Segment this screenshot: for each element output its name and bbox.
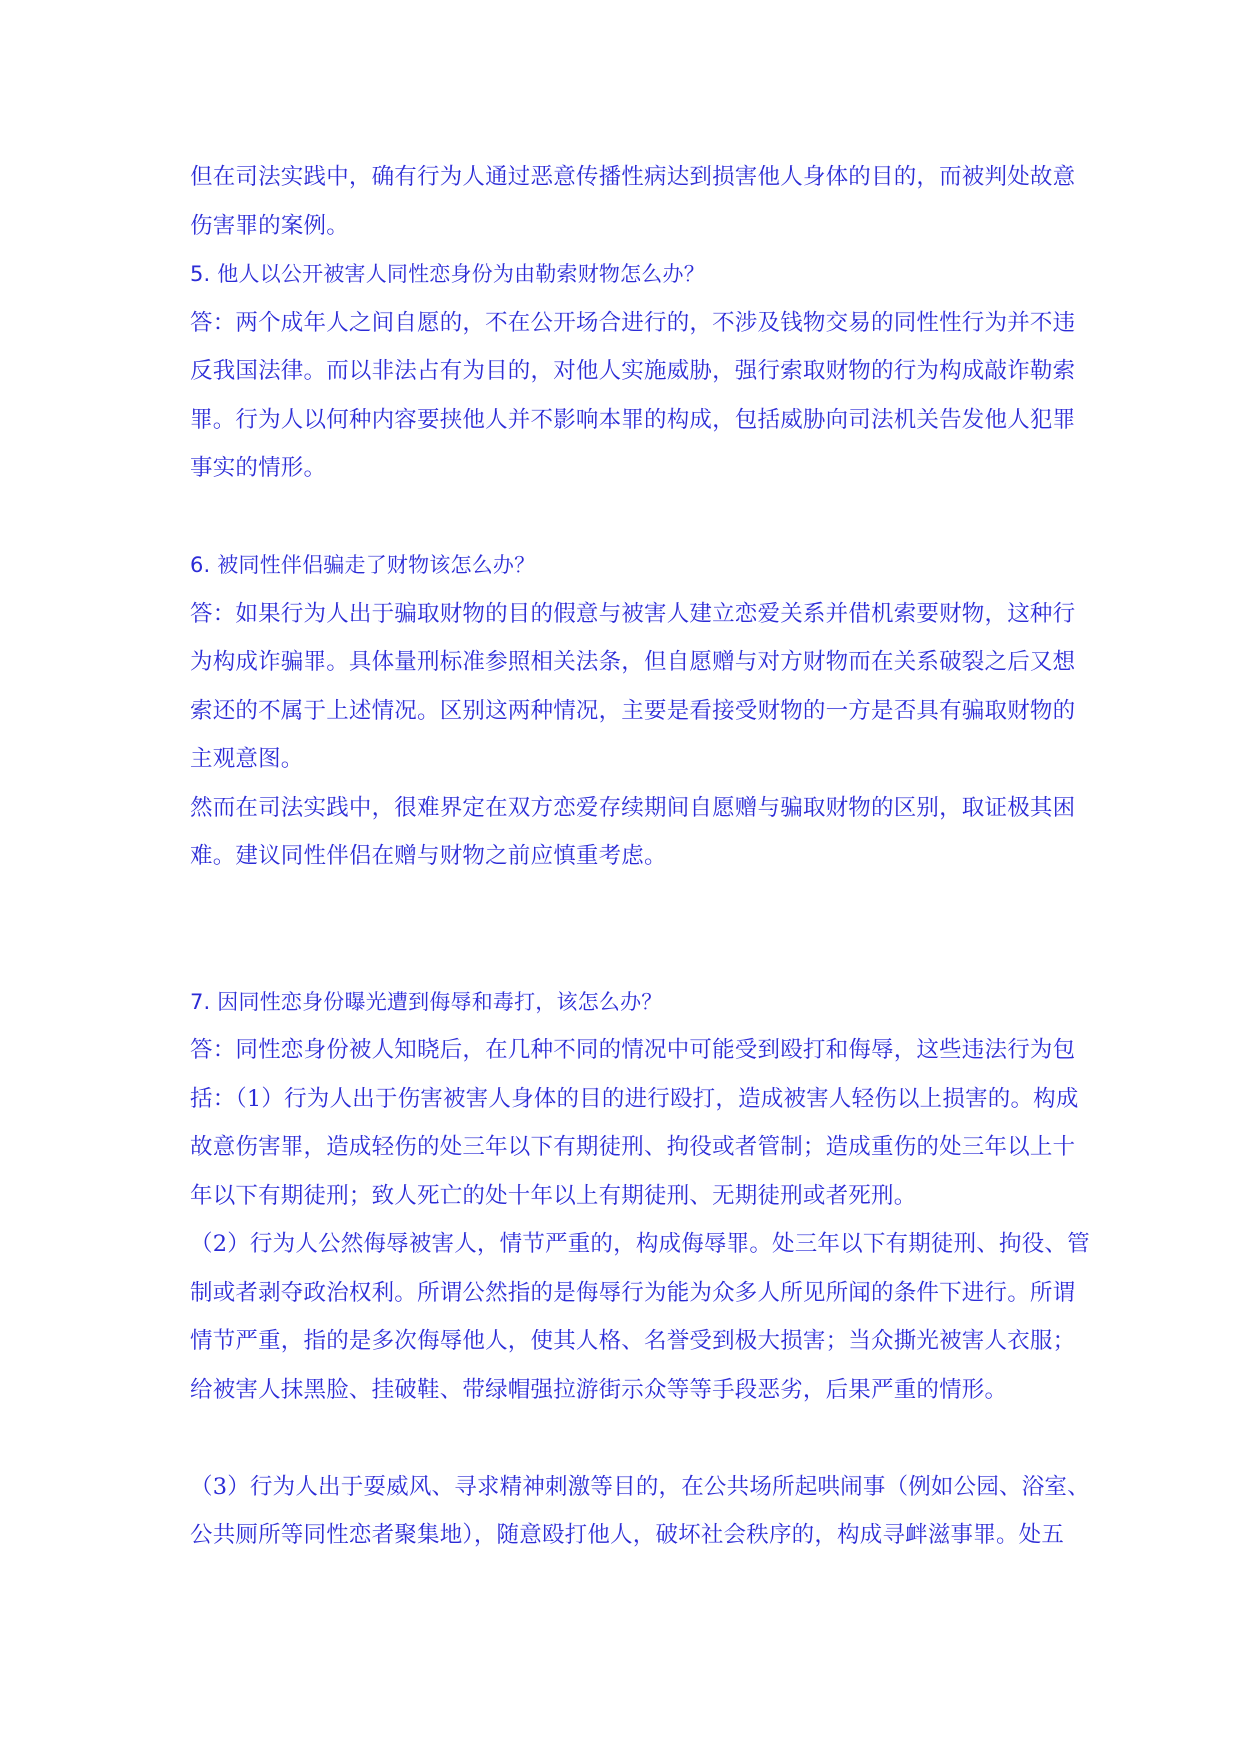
paragraph-gap (190, 881, 1070, 978)
answer-line: 给被害人抹黑脸、挂破鞋、带绿帽强拉游街示众等等手段恶劣，后果严重的情形。 (190, 1376, 1008, 1403)
question-heading-7: 7. 因同性恋身份曝光遭到侮辱和毒打，该怎么办？ (190, 989, 663, 1014)
answer-line: 答：如果行为人出于骗取财物的目的假意与被害人建立恋爱关系并借机索要财物，这种行 (190, 600, 1076, 627)
answer-line: 索还的不属于上述情况。区别这两种情况，主要是看接受财物的一方是否具有骗取财物的 (190, 697, 1076, 724)
answer-line: 年以下有期徒刑；致人死亡的处十年以上有期徒刑、无期徒刑或者死刑。 (190, 1182, 917, 1209)
answer-line: （2）行为人公然侮辱被害人，情节严重的，构成侮辱罪。处三年以下有期徒刑、拘役、管 (190, 1231, 1090, 1257)
answer-line: （3）行为人出于耍威风、寻求精神刺激等目的，在公共场所起哄闹事（例如公园、浴室、 (190, 1473, 1090, 1500)
question-heading-6: 6. 被同性伴侣骗走了财物该怎么办？ (190, 553, 536, 577)
answer-line: 制或者剥夺政治权利。所谓公然指的是侮辱行为能为众多人所见所闻的条件下进行。所谓 (190, 1279, 1076, 1306)
answer-line: 为构成诈骗罪。具体量刑标准参照相关法条，但自愿赠与对方财物而在关系破裂之后又想 (190, 649, 1076, 675)
answer-line: 主观意图。 (190, 746, 304, 772)
answer-line: 答：两个成年人之间自愿的，不在公开场合进行的，不涉及钱物交易的同性性行为并不违 (190, 309, 1076, 336)
paragraph-gap (190, 1414, 1070, 1463)
answer-line: 答：同性恋身份被人知晓后，在几种不同的情况中可能受到殴打和侮辱，这些违法行为包 (190, 1037, 1076, 1063)
answer-line: 难。建议同性伴侣在赠与财物之前应慎重考虑。 (190, 843, 667, 869)
paragraph-gap (190, 493, 1070, 542)
document-page (190, 153, 1090, 1560)
paragraph-line: 伤害罪的案例。 (190, 212, 349, 239)
answer-line: 事实的情形。 (190, 455, 327, 481)
paragraph-line: 但在司法实践中，确有行为人通过恶意传播性病达到损害他人身体的目的，而被判处故意 (190, 164, 1076, 190)
answer-line: 罪。行为人以何种内容要挟他人并不影响本罪的构成，包括威胁向司法机关告发他人犯罪 (190, 406, 1076, 433)
answer-line: 反我国法律。而以非法占有为目的，对他人实施威胁，强行索取财物的行为构成敲诈勒索 (190, 358, 1076, 384)
answer-line: 然而在司法实践中，很难界定在双方恋爱存续期间自愿赠与骗取财物的区别，取证极其困 (190, 794, 1076, 821)
question-heading-5: 5. 他人以公开被害人同性恋身份为由勒索财物怎么办？ (190, 262, 705, 286)
answer-line: 公共厕所等同性恋者聚集地），随意殴打他人，破坏社会秩序的，构成寻衅滋事罪。处五 (190, 1522, 1065, 1548)
answer-line: 括：（1）行为人出于伤害被害人身体的目的进行殴打，造成被害人轻伤以上损害的。构成 (190, 1085, 1079, 1112)
answer-line: 故意伤害罪，造成轻伤的处三年以下有期徒刑、拘役或者管制；造成重伤的处三年以上十 (190, 1134, 1076, 1160)
answer-line: 情节严重，指的是多次侮辱他人，使其人格、名誉受到极大损害；当众撕光被害人衣服； (190, 1328, 1076, 1354)
